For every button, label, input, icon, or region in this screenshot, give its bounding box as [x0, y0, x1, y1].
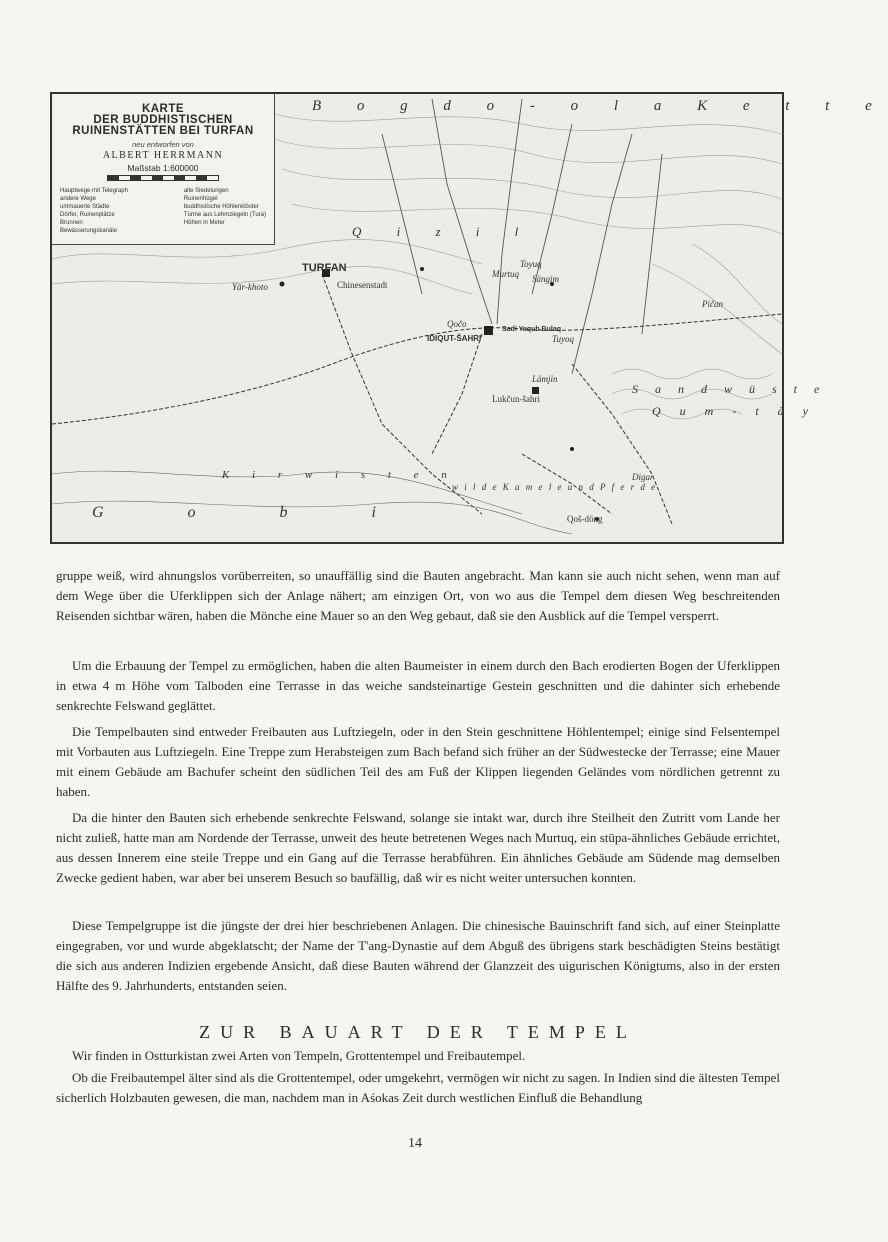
label-qoco: Qočo: [447, 319, 467, 329]
legend-title-line-3: RUINENSTÄTTEN BEI TURFAN: [72, 125, 254, 137]
section-heading: ZUR BAUART DER TEMPEL: [199, 1022, 637, 1042]
label-qumtay: Q u m - t ā y: [652, 404, 816, 418]
turfan-map: [50, 92, 888, 544]
paragraph-2: Um die Erbauung der Tempel zu ermöglichen, haben die alten Baumeister in einem durch den Bach erodierten Bogen der Uferklippen in etwa 4 m Höhe vom Talboden eine Terrasse in das weiche sandsteinartige Gestein geschnitten und die dahinter sich erhebende senkrechte Felswand geglättet.: [56, 658, 780, 713]
label-wilde-kamele: w i l d e K a m e l e u n d P f e r d e: [452, 482, 658, 492]
legend-key: Höhen in Meter: [183, 220, 225, 226]
map-legend: [52, 94, 275, 245]
label-qos-dong: Qoš-döng: [567, 514, 603, 524]
legend-key: Brunnen: [60, 220, 83, 226]
paragraph-6: Wir finden in Ostturkistan zwei Arten von Tempeln, Grottentempel und Freibautempel.: [72, 1048, 526, 1063]
legend-keys-right: [184, 187, 266, 235]
label-lamjin: Lämjin: [532, 374, 558, 384]
label-lukcun-sahri: Lukčun-šahri: [492, 394, 540, 404]
label-idiqut-sahri: IDIQUT-ŠAHRI: [427, 334, 482, 343]
label-gobi: G o b i: [92, 504, 416, 521]
legend-key: Ruinenhügel: [183, 196, 218, 202]
label-chinesenstadt: Chinesenstadt: [337, 280, 388, 290]
legend-title: [52, 104, 274, 137]
paragraph-7: Ob die Freibautempel älter sind als die Grottentempel, oder umgekehrt, vermögen wir nicht zu sagen. In Indien sind die ältesten Tempel sicherlich Holzbauten gewesen, die man, nachdem man in Aśokas Zeit durch westlichen Einfluß die Behandlung: [56, 1070, 780, 1105]
label-yar-khoto: Yār-khoto: [232, 282, 268, 292]
legend-keys: [52, 181, 274, 235]
paragraph-1: gruppe weiß, wird ahnungslos vorüberreiten, so unauffällig sind die Bauten angebracht. Man kann sie auch nicht sehen, wenn man auf dem Wege über die Uferklippen sich der Anlage nähert; am einzigen Ort, von wo aus die Tempel dem diesen Weg beschreitenden Reisenden sichtbar wären, haben die Mönche eine Mauer so an den Weg gebaut, daß sie den Ausblick auf die Tempel versperrt.: [56, 568, 780, 623]
label-pican: Pičan: [702, 299, 723, 309]
label-bogdo-ola: B o g d o - o l a K e t t e: [312, 98, 888, 114]
label-tuyoq: Tuyoq: [552, 334, 575, 344]
legend-key: Bewässerungskanäle: [60, 228, 118, 234]
label-digar: Digar: [632, 472, 654, 482]
label-toyuq: Toyuq: [520, 259, 542, 269]
legend-key: Dörfer, Ruinenplätze: [60, 212, 115, 218]
legend-scale: Maßstab 1:600000: [127, 163, 199, 173]
legend-author: ALBERT HERRMANN: [102, 150, 224, 161]
legend-subtitle: neu entworfen von: [132, 140, 194, 149]
legend-key: buddhistische Höhlenklöster: [183, 204, 259, 210]
legend-keys-left: [60, 187, 128, 235]
legend-key: Türme aus Lehmziegeln (Tura): [183, 212, 266, 218]
label-qizil: Q i z i l: [352, 224, 535, 239]
legend-key: alte Siedelungen: [183, 188, 229, 194]
label-kirwisten: K i r w i s t e n: [222, 469, 457, 481]
page-number: 14: [408, 1136, 422, 1151]
label-sangim: Sängim: [532, 274, 559, 284]
paragraph-5: Diese Tempelgruppe ist die jüngste der drei hier beschriebenen Anlagen. Die chinesische Bauinschrift fand sich, auf einer Steinplatte eingegraben, vor und wurde abgeklatscht; der Name der T'ang-Dynastie auf dem Abguß des übrigens stark beschädigten Steins bestätigt die sich aus anderen Indizien ergebende Ansicht, daß diese Bauten während der Glanzzeit des uigurischen Königtums, also in der ersten Hälfte des 9. Jahrhunderts, entstanden seien.: [56, 918, 780, 993]
legend-key: andere Wege: [60, 196, 96, 202]
legend-title-line-2: DER BUDDHISTISCHEN: [93, 114, 233, 126]
label-turfan: TURFAN: [302, 262, 347, 274]
paragraph-3: Die Tempelbauten sind entweder Freibauten aus Luftziegeln, oder in den Stein geschnittene Höhlentempel; einige sind Felsentempel mit Vorbauten aus Luftziegeln. Eine Treppe zum Herabsteigen zum Bach befand sich früher an der Südwestecke der Terrasse; eine Mauer mit einem Gebäude am Bachufer scheint den südlichen Teil des am Fuß der Klippen liegenden Geländes vom nördlichen getrennt zu haben.: [56, 724, 780, 799]
label-sadi-yaqub: Sadi Yaqub Bulaq: [502, 326, 561, 333]
legend-title-line-1: KARTE: [141, 103, 185, 115]
legend-key: ummauerte Städte: [60, 204, 110, 210]
label-sandwuste: S a n d w ü s t e: [632, 382, 827, 396]
label-murtuq: Murtuq: [492, 269, 519, 279]
paragraph-4: Da die hinter den Bauten sich erhebende senkrechte Felswand, solange sie intakt war, durch ihre Steilheit den Zutritt vom Lande her nicht zuließ, hatte man am Nordende der Terrasse, unweit des heute betretenen Weges nach Murtuq, ein stūpa-ähnliches Gebäude errichtet, aus dessen Innerem eine steile Treppe und ein Gang auf die Terrasse herabführen. Ein ähnliches Gebäude am Südende mag demselben Zwecke gedient haben, war aber bei unserem Besuch so baufällig, daß wir es nicht weiter untersuchen konnten.: [56, 810, 780, 885]
legend-key: Hauptwege mit Telegraph: [60, 188, 128, 194]
